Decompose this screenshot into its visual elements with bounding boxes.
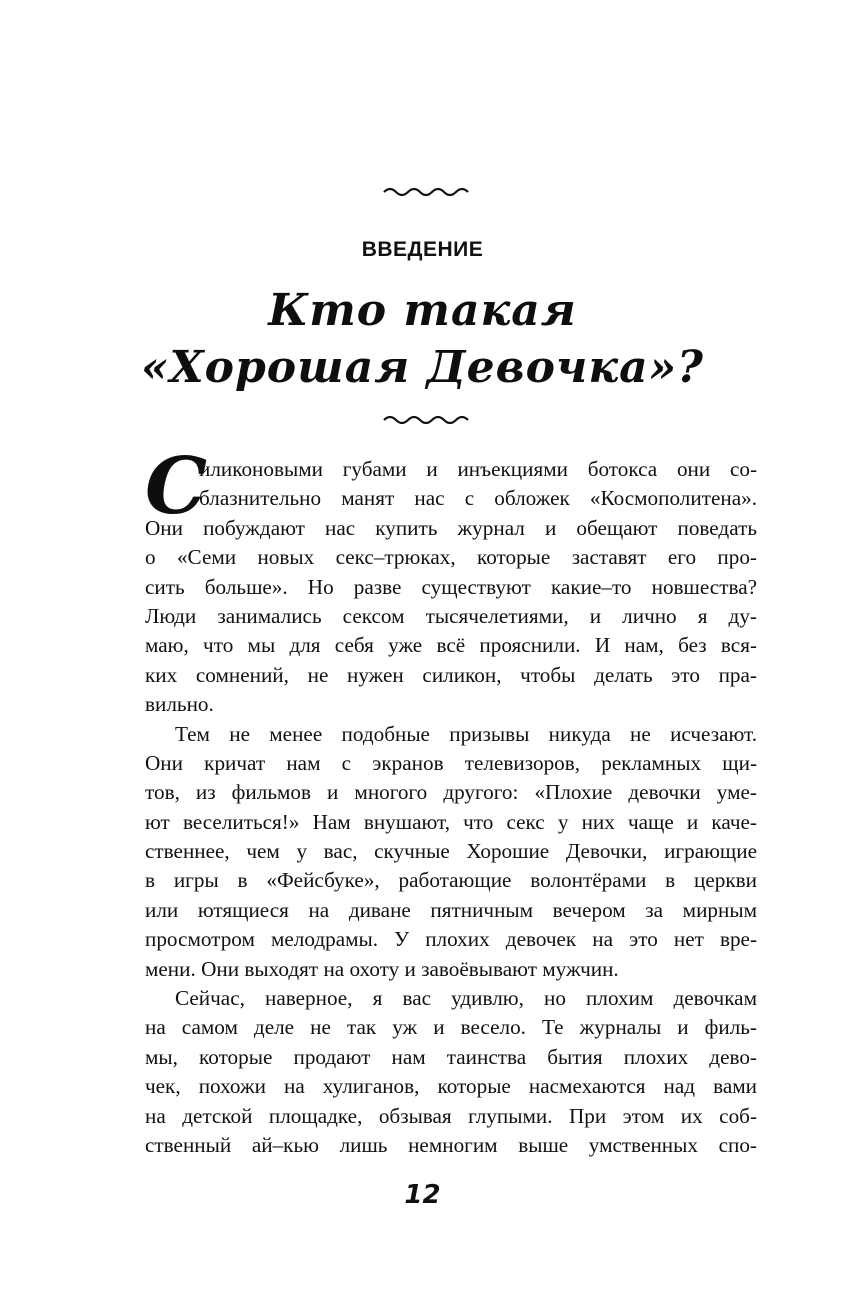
drop-cap: С	[145, 441, 208, 532]
text-line: маю, что мы для себя уже всё прояснили. И нам, без вся-	[145, 633, 757, 658]
text-line: Они побуждают нас купить журнал и обещают поведать	[145, 515, 757, 540]
text-line: иликоновыми губами и инъекциями ботокса они со-	[199, 457, 757, 481]
text-line: блазнительно манят нас с обложек «Космополитена».	[199, 486, 757, 511]
text-line: Люди занимались сексом тысячелетиями, и лично я ду-	[145, 603, 757, 628]
text-line: на детской площадке, обзывая глупыми. При этом их соб-	[145, 1103, 757, 1128]
text-line: сить больше». Но разве существуют какие–то новшества?	[145, 574, 757, 599]
chapter-title-line-2: «Хорошая Девочка»?	[141, 342, 704, 393]
chapter-title-line-1: Кто такая	[268, 285, 577, 336]
wave-ornament-icon	[382, 185, 472, 199]
body-text	[145, 455, 757, 1160]
page-number: 12	[404, 1180, 441, 1210]
text-line: мы, которые продают нам таинства бытия плохих дево-	[145, 1044, 757, 1069]
text-line: ственнее, чем у вас, скучные Хорошие Девочки, играющие	[145, 839, 757, 864]
section-label: ВВЕДЕНИЕ	[361, 238, 484, 261]
text-line: чек, похожи на хулиганов, которые насмехаются над вами	[145, 1074, 757, 1099]
text-line: тов, из фильмов и многого другого: «Плохие девочки уме-	[145, 780, 757, 805]
text-line: Сейчас, наверное, я вас удивлю, но плохим девочкам	[175, 986, 757, 1011]
paragraph-2	[145, 720, 757, 985]
paragraph-1	[145, 455, 757, 720]
paragraph-3	[145, 984, 757, 1160]
text-line: ких сомнений, не нужен силикон, чтобы делать это пра-	[145, 662, 757, 687]
text-line: в игры в «Фейсбуке», работающие волонтёрами в церкви	[145, 868, 757, 893]
text-line: ственный ай–кью лишь немногим выше умственных спо-	[145, 1132, 757, 1157]
text-line: просмотром мелодрамы. У плохих девочек на это нет вре-	[145, 927, 757, 952]
wave-ornament-icon	[382, 413, 472, 427]
text-line: ют веселиться!» Нам внушают, что секс у них чаще и каче-	[145, 809, 757, 834]
text-line: или ютящиеся на диване пятничным вечером за мирным	[145, 897, 757, 922]
text-line: вильно.	[145, 692, 214, 717]
text-line: на самом деле не так уж и весело. Те журналы и филь-	[145, 1015, 757, 1040]
text-line: о «Семи новых секс–трюках, которые заставят его про-	[145, 545, 757, 570]
text-line: мени. Они выходят на охоту и завоёвывают мужчин.	[145, 956, 619, 981]
text-line: Тем не менее подобные призывы никуда не исчезают.	[175, 721, 757, 746]
text-line: Они кричат нам с экранов телевизоров, рекламных щи-	[145, 750, 757, 775]
